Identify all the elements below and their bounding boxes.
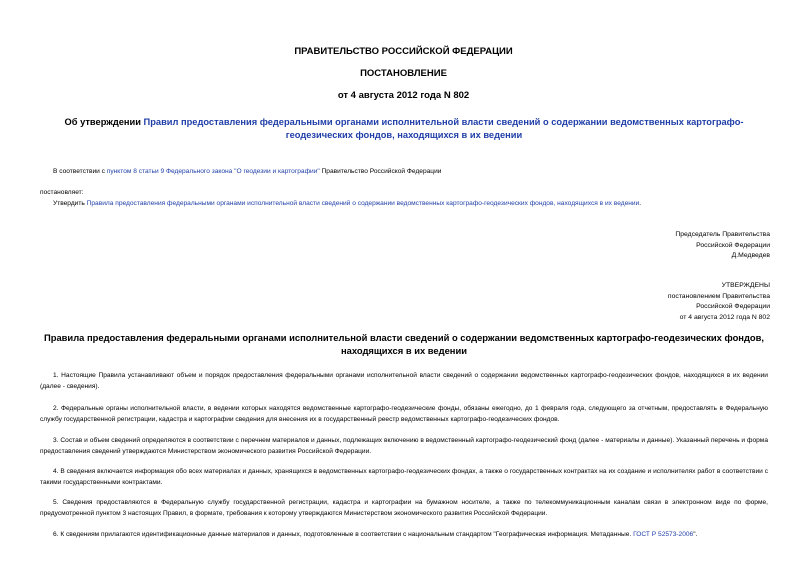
approve-before: Утвердить <box>53 200 87 207</box>
organization-heading: ПРАВИТЕЛЬСТВО РОССИЙСКОЙ ФЕДЕРАЦИИ <box>294 46 513 57</box>
preamble-law-link[interactable]: пунктом 8 статьи 9 Федерального закона "О геодезии и картографии" <box>106 168 320 175</box>
preamble <box>53 166 773 177</box>
title-rules-link[interactable]: Правил предоставления федеральными органами исполнительной власти сведений о содержании ведомственных картографо-геодезических фондов, находящихся в их ведении <box>143 117 744 140</box>
approve-after: . <box>639 200 642 207</box>
gost-standard-link[interactable]: ГОСТ Р 52573-2006 <box>633 531 694 538</box>
approved-block <box>668 281 770 323</box>
paragraph-1-text: 1. Настоящие Правила устанавливают объем и порядок предоставления федеральными органами исполнительной власти сведений о содержании ведомственных картографо-геодезических фондов, находящихся в их ведении (далее - сведения). <box>40 372 768 391</box>
paragraph-2-text: 2. Федеральные органы исполнительной власти, в ведении которых находятся ведомственные картографо-геодезические фонды, обязаны ежегодно, до 1 февраля года, следующего за отчетным, предоставлять в Федеральную службу государственной регистрации, кадастра и картографии сведения для внесения их в государственный реестр ведомственных картографо-геодезических фондов. <box>40 405 768 424</box>
approved-line-4: от 4 августа 2012 года N 802 <box>679 313 770 321</box>
signature-line-1: Председатель Правительства <box>675 231 770 238</box>
decides-text: постановляет: <box>40 189 84 196</box>
approved-line-1: УТВЕРЖДЕНЫ <box>721 282 770 289</box>
paragraph-4 <box>40 466 768 488</box>
signature-line-3: Д.Медведев <box>731 252 770 260</box>
paragraph-6 <box>40 529 768 540</box>
paragraph-5 <box>40 497 768 519</box>
document-type-heading: ПОСТАНОВЛЕНИЕ <box>360 68 447 79</box>
signature-block <box>675 230 770 262</box>
paragraph-6-before: 6. К сведениям прилагаются идентификационные данные материалов и данных, подготовленные в соответствии с национальным стандартом "Географическая информация. Метаданные. <box>53 531 634 538</box>
paragraph-1 <box>40 370 768 392</box>
approve-clause <box>53 198 773 209</box>
approved-line-2: постановлением Правительства <box>667 292 770 300</box>
preamble-before: В соответствии с <box>53 168 107 175</box>
rules-title: Правила предоставления федеральными органами исполнительной власти сведений о содержании ведомственных картографо-геодезических фондов, находящихся в их ведении <box>43 332 765 356</box>
paragraph-6-after: ". <box>693 531 698 538</box>
approve-rules-link[interactable]: Правила предоставления федеральными органами исполнительной власти сведений о содержании ведомственных картографо-геодезических фондов, находящихся в их ведении <box>86 200 640 207</box>
preamble-after: Правительство Российской Федерации <box>319 168 442 175</box>
paragraph-4-text: 4. В сведения включается информация обо всех материалах и данных, хранящихся в ведомственных картографо-геодезических фондах, а также о государственных контрактах на их создание и исполнителях работ в соответствии с такими государственными контрактами. <box>40 468 768 487</box>
title-prefix: Об утверждении <box>64 117 144 127</box>
document-date-heading: от 4 августа 2012 года N 802 <box>337 90 470 101</box>
paragraph-5-text: 5. Сведения предоставляются в Федеральную службу государственной регистрации, кадастра и картографии на бумажном носителе, а также по телекоммуникационным каналам связи в электронном виде по форме, предусмотренной пунктом 3 настоящих Правил, в формате, требования к которому утверждаются Министерством экономического развития Российской Федерации. <box>40 499 768 518</box>
paragraph-3 <box>40 435 768 457</box>
signature-line-2: Российской Федерации <box>696 241 770 249</box>
approved-line-3: Российской Федерации <box>696 303 770 311</box>
document-title <box>40 116 768 142</box>
paragraph-3-text: 3. Состав и объем сведений определяются в соответствии с перечнем материалов и данных, подлежащих включению в ведомственный картографо-геодезический фонд (далее - материалы и данные). Указанный перечень и форма предоставления сведений утверждаются Министерством экономического развития Российской Федерации. <box>40 437 768 456</box>
paragraph-2 <box>40 403 768 425</box>
